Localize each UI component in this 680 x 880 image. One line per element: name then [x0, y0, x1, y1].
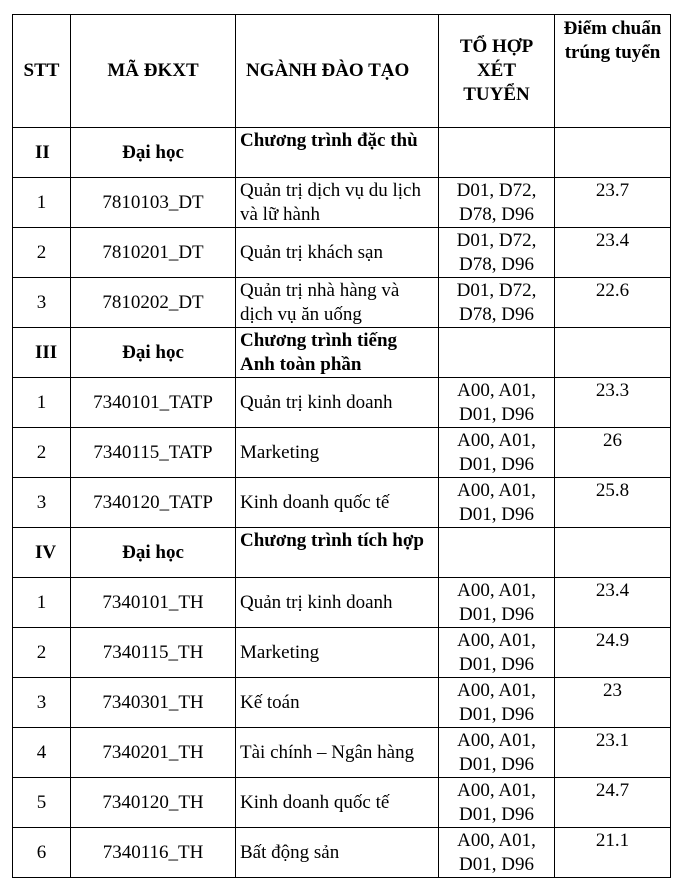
table-row: [13, 278, 671, 328]
empty-cell: [555, 328, 671, 378]
section-number: III: [13, 328, 71, 378]
row-combination: A00, A01, D01, D96: [439, 828, 555, 878]
row-stt: 6: [13, 828, 71, 878]
row-combination: A00, A01, D01, D96: [439, 478, 555, 528]
row-major: Kinh doanh quốc tế: [236, 478, 439, 528]
row-score: 23.1: [555, 728, 671, 778]
header-nganh-dao-tao: NGÀNH ĐÀO TẠO: [236, 15, 439, 128]
section-program-name: Chương trình tích hợp: [236, 528, 439, 578]
row-stt: 3: [13, 678, 71, 728]
row-major: Bất động sản: [236, 828, 439, 878]
row-code: 7810103_DT: [71, 178, 236, 228]
empty-cell: [439, 528, 555, 578]
section-header-row: [13, 528, 671, 578]
row-combination: D01, D72, D78, D96: [439, 278, 555, 328]
table-row: [13, 428, 671, 478]
header-diem-chuan: Điểm chuẩn trúng tuyển: [555, 15, 671, 128]
row-combination: A00, A01, D01, D96: [439, 578, 555, 628]
row-combination: A00, A01, D01, D96: [439, 728, 555, 778]
row-major: Marketing: [236, 628, 439, 678]
row-major: Kinh doanh quốc tế: [236, 778, 439, 828]
row-combination: A00, A01, D01, D96: [439, 378, 555, 428]
header-to-hop-xet-tuyen: TỔ HỢP XÉT TUYỂN: [439, 15, 555, 128]
row-score: 23.7: [555, 178, 671, 228]
row-stt: 2: [13, 428, 71, 478]
row-combination: A00, A01, D01, D96: [439, 678, 555, 728]
section-program-name: Chương trình tiếng Anh toàn phần: [236, 328, 439, 378]
row-code: 7340101_TATP: [71, 378, 236, 428]
row-major: Quản trị khách sạn: [236, 228, 439, 278]
section-program-name: Chương trình đặc thù: [236, 128, 439, 178]
row-code: 7340101_TH: [71, 578, 236, 628]
section-level: Đại học: [71, 328, 236, 378]
row-score: 25.8: [555, 478, 671, 528]
row-score: 26: [555, 428, 671, 478]
table-row: [13, 628, 671, 678]
table-row: [13, 178, 671, 228]
row-code: 7340120_TH: [71, 778, 236, 828]
row-score: 23.3: [555, 378, 671, 428]
row-score: 24.7: [555, 778, 671, 828]
row-score: 23.4: [555, 228, 671, 278]
empty-cell: [555, 128, 671, 178]
row-combination: A00, A01, D01, D96: [439, 628, 555, 678]
row-score: 22.6: [555, 278, 671, 328]
section-level: Đại học: [71, 128, 236, 178]
row-major: Quản trị nhà hàng và dịch vụ ăn uống: [236, 278, 439, 328]
row-code: 7340301_TH: [71, 678, 236, 728]
row-major: Quản trị kinh doanh: [236, 578, 439, 628]
row-score: 23.4: [555, 578, 671, 628]
table-row: [13, 228, 671, 278]
row-score: 23: [555, 678, 671, 728]
row-combination: D01, D72, D78, D96: [439, 178, 555, 228]
row-major: Quản trị kinh doanh: [236, 378, 439, 428]
row-code: 7340116_TH: [71, 828, 236, 878]
row-major: Kế toán: [236, 678, 439, 728]
row-code: 7340201_TH: [71, 728, 236, 778]
row-code: 7340120_TATP: [71, 478, 236, 528]
row-major: Quản trị dịch vụ du lịch và lữ hành: [236, 178, 439, 228]
row-code: 7340115_TH: [71, 628, 236, 678]
table-row: [13, 778, 671, 828]
section-number: IV: [13, 528, 71, 578]
row-stt: 5: [13, 778, 71, 828]
row-stt: 2: [13, 628, 71, 678]
row-combination: D01, D72, D78, D96: [439, 228, 555, 278]
section-header-row: [13, 128, 671, 178]
table-row: [13, 678, 671, 728]
table-row: [13, 728, 671, 778]
table-row: [13, 378, 671, 428]
row-stt: 1: [13, 178, 71, 228]
section-level: Đại học: [71, 528, 236, 578]
empty-cell: [555, 528, 671, 578]
row-score: 24.9: [555, 628, 671, 678]
row-stt: 1: [13, 378, 71, 428]
row-stt: 1: [13, 578, 71, 628]
row-combination: A00, A01, D01, D96: [439, 428, 555, 478]
header-stt: STT: [13, 15, 71, 128]
row-stt: 4: [13, 728, 71, 778]
row-major: Marketing: [236, 428, 439, 478]
table-body: [13, 128, 671, 878]
empty-cell: [439, 328, 555, 378]
section-header-row: [13, 328, 671, 378]
table-row: [13, 478, 671, 528]
row-stt: 2: [13, 228, 71, 278]
row-combination: A00, A01, D01, D96: [439, 778, 555, 828]
section-number: II: [13, 128, 71, 178]
table-row: [13, 578, 671, 628]
row-stt: 3: [13, 478, 71, 528]
row-score: 21.1: [555, 828, 671, 878]
row-major: Tài chính – Ngân hàng: [236, 728, 439, 778]
table-row: [13, 828, 671, 878]
header-row: [13, 15, 671, 128]
empty-cell: [439, 128, 555, 178]
row-stt: 3: [13, 278, 71, 328]
row-code: 7810202_DT: [71, 278, 236, 328]
row-code: 7340115_TATP: [71, 428, 236, 478]
row-code: 7810201_DT: [71, 228, 236, 278]
header-ma-dkxt: MÃ ĐKXT: [71, 15, 236, 128]
admission-score-table: [12, 14, 671, 878]
